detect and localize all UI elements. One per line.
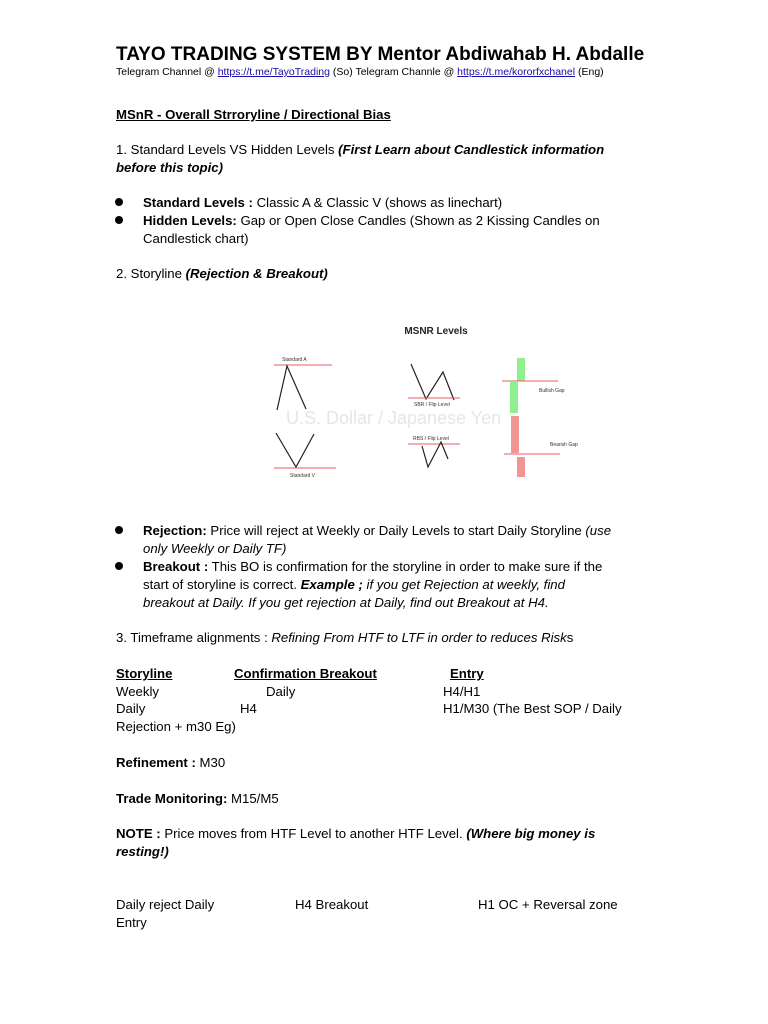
sbr-shape: [411, 364, 454, 400]
watermark-text: U.S. Dollar / Japanese Yen: [286, 408, 502, 428]
note-em: (Where big money is: [466, 826, 596, 841]
label-standard-a: Standard A: [282, 357, 307, 363]
note-line: [116, 825, 595, 843]
bullet-dot: [115, 216, 123, 224]
bottom-col-1: Daily reject Daily: [116, 897, 215, 912]
rejection-item: [143, 522, 611, 540]
tg-lang-1: (So) Telegram Channle @: [329, 66, 458, 78]
row-1-entry: H4/H1: [443, 684, 481, 699]
s2-title-line: [116, 265, 328, 283]
monitoring-line: [116, 790, 279, 808]
doc-title: TAYO TRADING SYSTEM BY Mentor Abdiwahab H. Abdalle: [116, 44, 645, 65]
s3-title-em: Refining From HTF to LTF in order to reduces Risk: [271, 630, 567, 645]
hidden-levels-label: Hidden Levels:: [143, 213, 241, 228]
note-em-2: resting!): [116, 844, 169, 859]
hidden-levels-text-2: Candlestick chart): [143, 231, 249, 246]
note-text: Price moves from HTF Level to another HTF Level.: [160, 826, 467, 841]
bottom-col-3: H1 OC + Reversal zone: [478, 897, 618, 912]
s1-title: 1. Standard Levels VS Hidden Levels: [116, 142, 339, 157]
tg-link-english[interactable]: https://t.me/kororfxchanel: [457, 66, 576, 78]
rejection-text: Price will reject at Weekly or Daily Levels to start Daily Storyline: [206, 523, 586, 538]
breakout-em-2: if you get Rejection at weekly, find: [366, 577, 565, 592]
bottom-col-2: H4 Breakout: [295, 897, 369, 912]
breakout-text: This BO is confirmation for the storyline in order to make sure if the: [208, 559, 603, 574]
hidden-levels-item: [143, 212, 600, 230]
row-1-breakout: Daily: [266, 684, 296, 699]
s1-note-1: (First Learn about Candlestick information: [338, 142, 605, 157]
tg-link-somali[interactable]: https://t.me/TayoTrading: [217, 66, 330, 78]
s1-note-2: before this topic): [116, 160, 223, 175]
rejection-em: (use: [585, 523, 612, 538]
s2-title: 2. Storyline: [116, 266, 186, 281]
s2-title-em: (Rejection & Breakout): [185, 266, 328, 281]
note-label: NOTE :: [116, 826, 161, 841]
monitoring-label: Trade Monitoring:: [116, 791, 228, 806]
bullet-dot: [115, 198, 123, 206]
header-confirmation: Confirmation Breakout: [234, 666, 377, 681]
standard-levels-label: Standard Levels :: [143, 195, 257, 210]
msnr-levels-figure: [256, 320, 606, 500]
standard-v-shape: [276, 433, 314, 467]
s3-title-line: [116, 629, 573, 647]
s3-title: 3. Timeframe alignments :: [116, 630, 272, 645]
figure-title: MSNR Levels: [404, 326, 468, 337]
bottom-col-1-cont: Entry: [116, 915, 147, 930]
refinement-line: [116, 754, 225, 772]
row-2-breakout: H4: [240, 701, 257, 716]
breakout-text-2: start of storyline is correct.: [143, 577, 301, 592]
row-2-continuation: Rejection + m30 Eg): [116, 719, 236, 734]
hidden-levels-text: Gap or Open Close Candles (Shown as 2 Kissing Candles on: [240, 213, 600, 228]
tg-prefix-1: Telegram Channel @: [116, 66, 218, 78]
bullet-dot: [115, 562, 123, 570]
label-bullish-gap: Bullish Gap: [539, 388, 565, 394]
bullish-gap-candle-top: [517, 358, 525, 381]
standard-levels-text: Classic A & Classic V (shows as linechart): [256, 195, 503, 210]
msnr-levels-diagram: [256, 320, 606, 500]
header-storyline: Storyline: [116, 666, 173, 681]
breakout-example: Example ;: [300, 577, 367, 592]
s3-title-end: s: [566, 630, 574, 645]
breakout-line-2: [143, 576, 565, 594]
breakout-label: Breakout :: [143, 559, 209, 574]
monitoring-value: M15/M5: [227, 791, 279, 806]
row-1-storyline: Weekly: [116, 684, 159, 699]
row-2-storyline: Daily: [116, 701, 146, 716]
refinement-value: M30: [195, 755, 226, 770]
section-heading: MSnR - Overall Strroryline / Directional Bias: [116, 107, 391, 122]
telegram-line: [116, 66, 604, 78]
rbs-shape: [422, 442, 448, 467]
label-sbr: SBR / Flip Level: [414, 402, 450, 408]
row-2-entry: H1/M30 (The Best SOP / Daily: [443, 701, 622, 716]
bearish-gap-candle-bottom: [517, 457, 525, 477]
bullish-gap-candle-bottom: [510, 382, 518, 413]
standard-a-shape: [277, 366, 306, 410]
bullet-dot: [115, 526, 123, 534]
label-bearish-gap: Bearish Gap: [550, 442, 578, 448]
tg-lang-2: (Eng): [575, 66, 604, 78]
standard-levels-item: [143, 194, 502, 212]
breakout-em-3: breakout at Daily. If you get rejection at Daily, find out Breakout at H4.: [143, 595, 549, 610]
header-entry: Entry: [450, 666, 484, 681]
refinement-label: Refinement :: [116, 755, 196, 770]
rejection-em-2: only Weekly or Daily TF): [143, 541, 287, 556]
bearish-gap-candle-top: [511, 416, 519, 453]
rejection-label: Rejection:: [143, 523, 207, 538]
breakout-item: [143, 558, 602, 576]
label-rbs: RBS / Flip Level: [413, 436, 449, 442]
s1-title-line: [116, 141, 604, 159]
label-standard-v: Standard V: [290, 473, 316, 479]
